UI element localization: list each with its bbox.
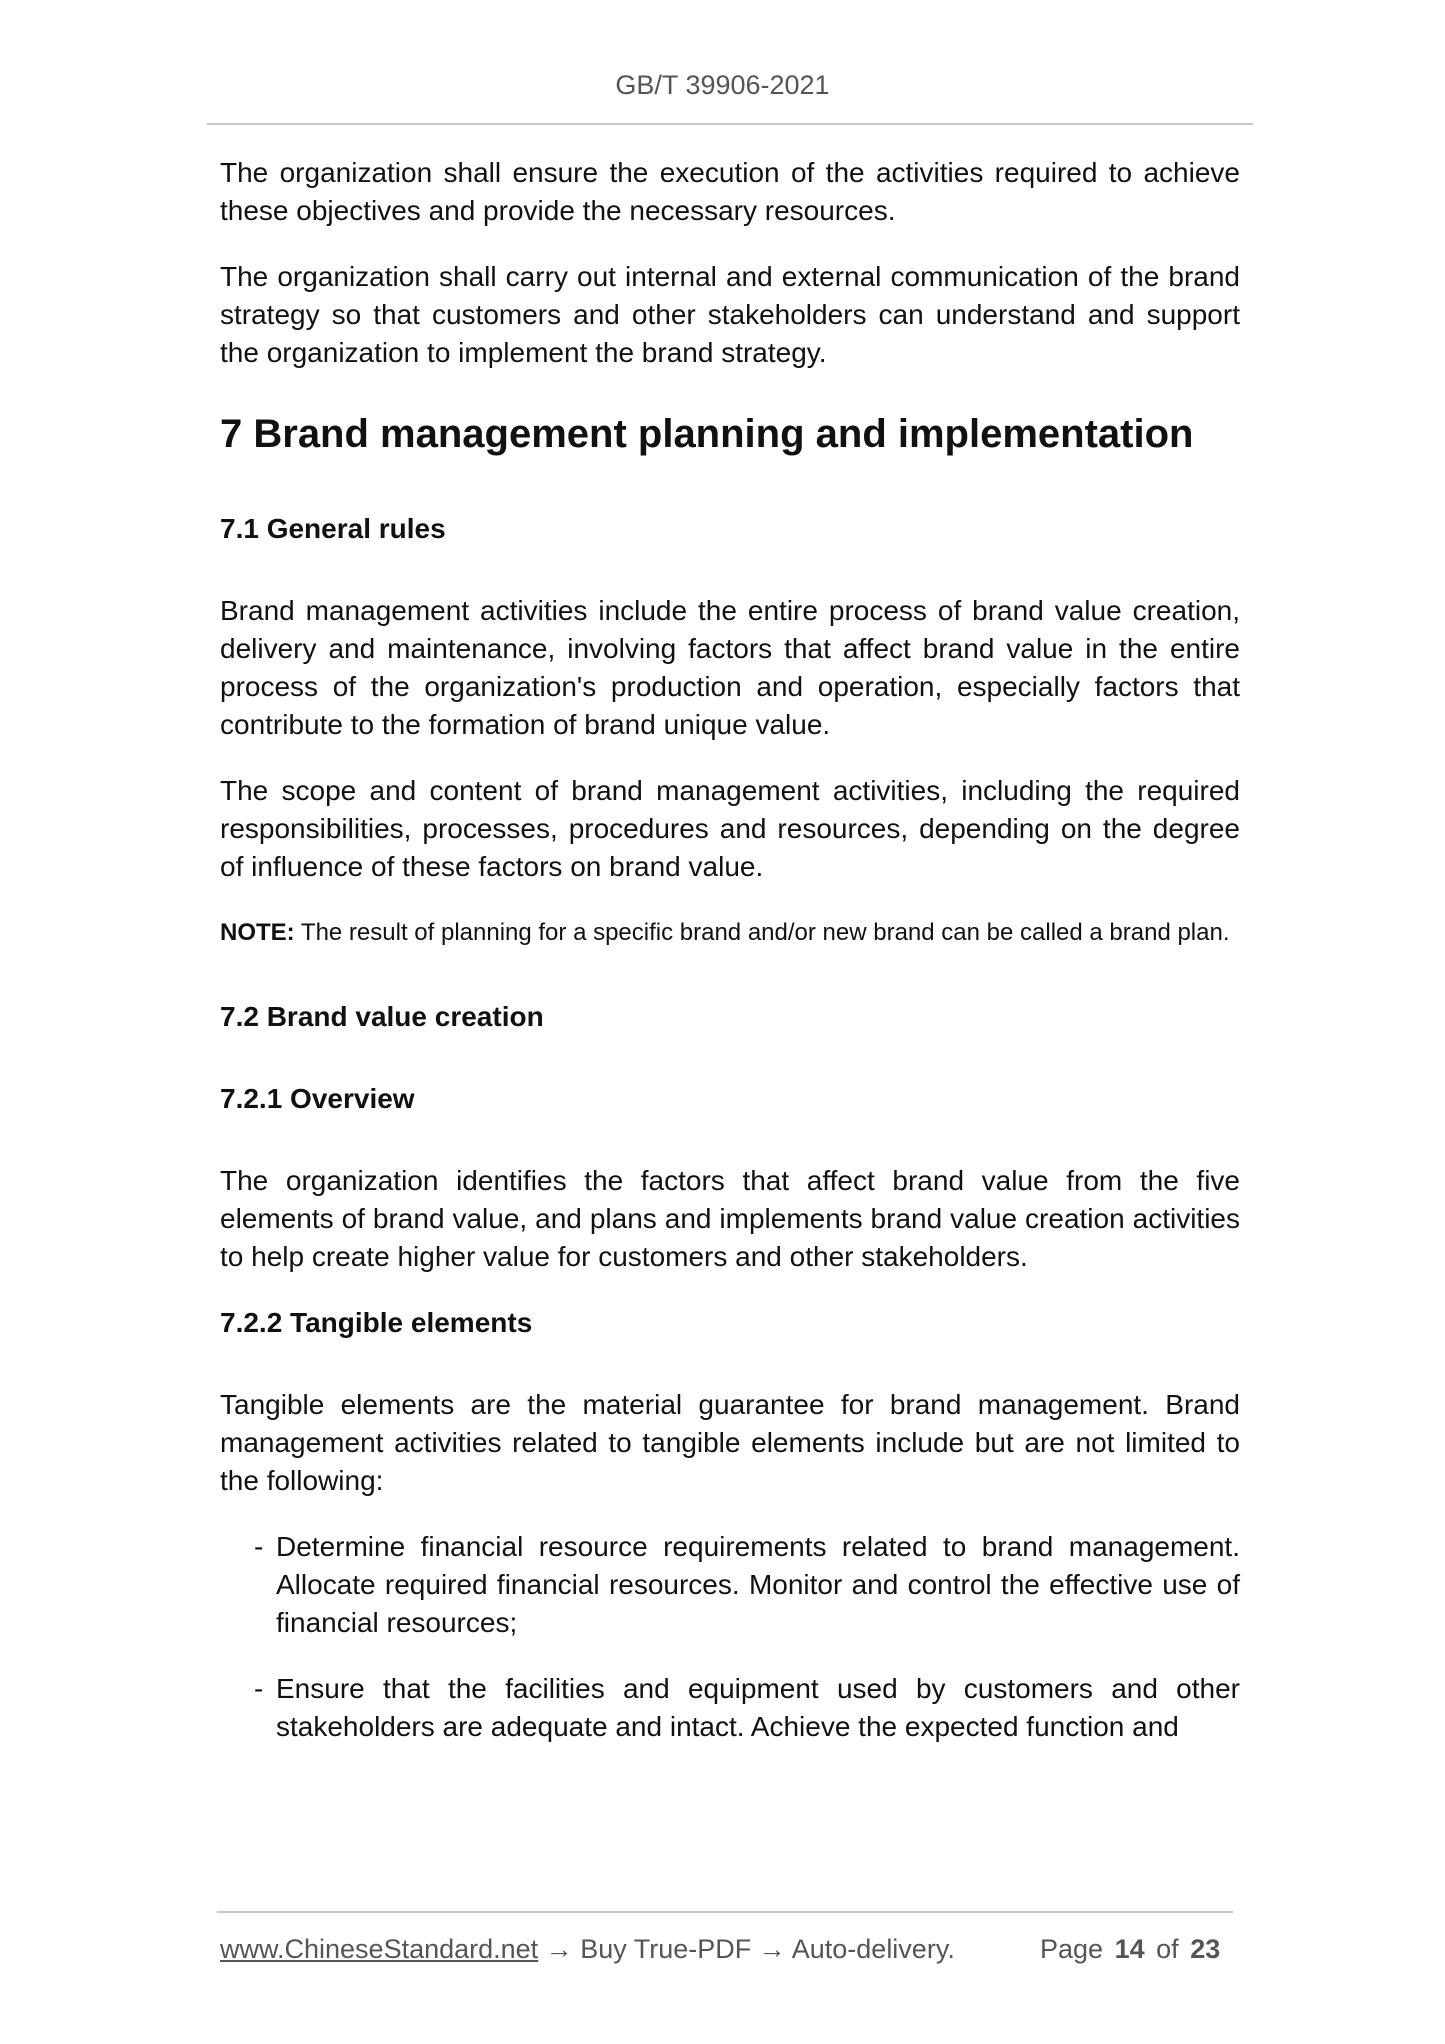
footer-divider <box>217 1911 1233 1913</box>
paragraph: The organization identifies the factors that affect brand value from the five elements of brand value, and plans and implements brand value creation activities to help create higher value for customers and other stakeholders. <box>220 1165 1240 1272</box>
list-dash: - <box>254 1531 264 1562</box>
paragraph: The organization shall carry out internal and external communication of the brand strategy so that customers and other stakeholders can understand and support the organization to implement the brand strategy. <box>220 261 1240 368</box>
list-item-text: Determine financial resource requirements related to brand management. Allocate required financial resources. Monitor and control the effective use of financial resources; <box>276 1531 1240 1638</box>
footer-promo <box>220 1934 955 1965</box>
document-body <box>220 154 1240 1774</box>
note-text: The result of planning for a specific brand and/or new brand can be called a brand plan. <box>294 919 1230 946</box>
paragraph: The scope and content of brand management activities, including the required responsibilities, processes, procedures and resources, depending on the degree of influence of these factors on brand value. <box>220 775 1240 882</box>
list-item <box>220 1528 1240 1642</box>
paragraph: Tangible elements are the material guarantee for brand management. Brand management activities related to tangible elements include but are not limited to the following: <box>220 1389 1240 1496</box>
list-item <box>220 1670 1240 1746</box>
paragraph: Brand management activities include the entire process of brand value creation, delivery and maintenance, involving factors that affect brand value in the entire process of the organization's production and operation, especially factors that contribute to the formation of brand unique value. <box>220 595 1240 740</box>
note <box>220 914 1240 952</box>
section-heading-7-2-1: 7.2.1 Overview <box>220 1083 415 1114</box>
list-item-text: Ensure that the facilities and equipment used by customers and other stakeholders are adequate and intact. Achieve the expected function and <box>276 1673 1240 1742</box>
page-indicator <box>1040 1934 1220 1965</box>
section-heading-7-2: 7.2 Brand value creation <box>220 1001 544 1032</box>
list-dash: - <box>254 1673 264 1704</box>
footer-promo-text: → Buy True-PDF → Auto-delivery. <box>538 1934 955 1964</box>
page-number: 14 <box>1114 1934 1145 1964</box>
site-link[interactable]: www.ChineseStandard.net <box>220 1934 539 1964</box>
page-label: Page <box>1040 1934 1104 1964</box>
note-label: NOTE: <box>220 919 295 946</box>
page-total: 23 <box>1190 1934 1221 1964</box>
section-heading-7-1: 7.1 General rules <box>220 513 446 544</box>
page-header-doc-id: GB/T 39906-2021 <box>615 70 830 100</box>
of-label: of <box>1156 1934 1179 1964</box>
section-heading-7-2-2: 7.2.2 Tangible elements <box>220 1307 533 1338</box>
header-divider <box>207 123 1253 125</box>
paragraph: The organization shall ensure the execution of the activities required to achieve these objectives and provide the necessary resources. <box>220 157 1240 226</box>
chapter-heading: 7 Brand management planning and implementation <box>220 412 1194 456</box>
